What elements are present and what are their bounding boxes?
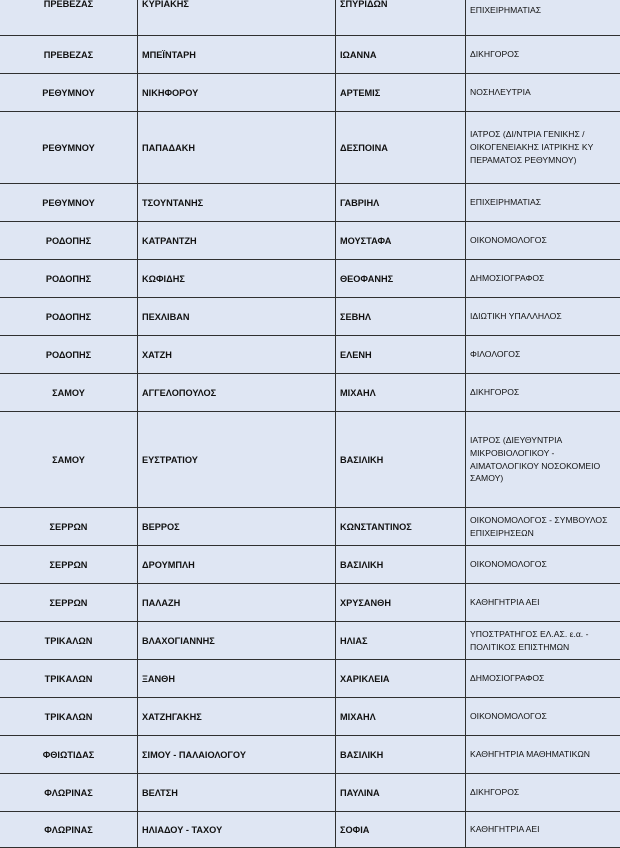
table-row — [0, 260, 620, 298]
name-cell-text: ΔΕΣΠΟΙΝΑ — [340, 142, 388, 153]
profession-cell-text: ΔΙΚΗΓΟΡΟΣ — [470, 387, 520, 398]
table-row — [0, 36, 620, 74]
name-cell — [335, 660, 465, 697]
name-cell-text: ΜΟΥΣΤΑΦΑ — [340, 235, 392, 246]
region-cell-text: ΡΟΔΟΠΗΣ — [45, 349, 92, 360]
region-cell — [0, 546, 137, 583]
region-cell-text: ΤΡΙΚΑΛΩΝ — [44, 673, 93, 684]
profession-cell-text: ΝΟΣΗΛΕΥΤΡΙΑ — [470, 87, 531, 98]
surname-cell-text: ΜΠΕΪΝΤΑΡΗ — [142, 49, 196, 60]
surname-cell-text: ΔΡΟΥΜΠΛΗ — [142, 559, 195, 570]
surname-cell — [137, 260, 335, 297]
profession-cell-text: ΔΙΚΗΓΟΡΟΣ — [470, 49, 520, 60]
profession-cell-text: ΔΙΚΗΓΟΡΟΣ — [470, 787, 520, 798]
region-cell — [0, 374, 137, 411]
profession-cell — [465, 546, 620, 583]
table-row — [0, 374, 620, 412]
region-cell — [0, 660, 137, 697]
profession-cell-text: ΔΗΜΟΣΙΟΓΡΑΦΟΣ — [470, 673, 545, 684]
region-cell — [0, 336, 137, 373]
table-row — [0, 584, 620, 622]
name-cell — [335, 812, 465, 847]
profession-cell-text: ΚΑΘΗΓΗΤΡΙΑ ΑΕΙ — [470, 597, 540, 608]
table-row — [0, 336, 620, 374]
region-cell — [0, 298, 137, 335]
name-cell — [335, 112, 465, 183]
surname-cell — [137, 812, 335, 847]
surname-cell — [137, 774, 335, 811]
surname-cell — [137, 660, 335, 697]
name-cell-text: ΒΑΣΙΛΙΚΗ — [340, 454, 384, 465]
profession-cell — [465, 222, 620, 259]
name-cell — [335, 508, 465, 545]
profession-cell-text: ΙΔΙΩΤΙΚΗ ΥΠΑΛΛΗΛΟΣ — [470, 311, 562, 322]
region-cell-text: ΦΘΙΩΤΙΔΑΣ — [42, 749, 95, 760]
region-cell-text: ΦΛΩΡΙΝΑΣ — [44, 787, 93, 798]
surname-cell — [137, 74, 335, 111]
region-cell-text: ΡΕΘΥΜΝΟΥ — [42, 142, 95, 153]
profession-cell-text: ΟΙΚΟΝΟΜΟΛΟΓΟΣ — [470, 235, 547, 246]
table-row — [0, 774, 620, 812]
region-cell — [0, 222, 137, 259]
profession-cell-text: ΥΠΟΣΤΡΑΤΗΓΟΣ ΕΛ.ΑΣ. ε.α. - ΠΟΛΙΤΙΚΟΣ ΕΠΙΣΤΗΜΩΝ — [470, 628, 589, 652]
surname-cell-text: ΑΓΓΕΛΟΠΟΥΛΟΣ — [142, 387, 217, 398]
profession-cell — [465, 774, 620, 811]
region-cell-text: ΦΛΩΡΙΝΑΣ — [44, 824, 93, 835]
surname-cell — [137, 112, 335, 183]
name-cell — [335, 184, 465, 221]
table-row — [0, 698, 620, 736]
surname-cell-text: ΞΑΝΘΗ — [142, 673, 175, 684]
table-row — [0, 298, 620, 336]
table-row — [0, 660, 620, 698]
surname-cell-text: ΠΑΛΑΖΗ — [142, 597, 181, 608]
surname-cell-text: ΤΣΟΥΝΤΑΝΗΣ — [142, 197, 204, 208]
surname-cell — [137, 222, 335, 259]
region-cell — [0, 184, 137, 221]
profession-cell-text: ΟΙΚΟΝΟΜΟΛΟΓΟΣ — [470, 559, 547, 570]
region-cell-text: ΠΡΕΒΕΖΑΣ — [43, 49, 94, 60]
surname-cell-text: ΚΩΦΙΔΗΣ — [142, 273, 185, 284]
profession-cell-text: ΕΠΙΧΕΙΡΗΜΑΤΙΑΣ — [470, 197, 542, 208]
surname-cell — [137, 0, 335, 35]
name-cell — [335, 412, 465, 507]
name-cell — [335, 584, 465, 621]
region-cell-text: ΣΕΡΡΩΝ — [49, 559, 88, 570]
region-cell-text: ΡΕΘΥΜΝΟΥ — [42, 197, 95, 208]
profession-cell-text: ΙΑΤΡΟΣ (ΔΙΕΥΘΥΝΤΡΙΑ ΜΙΚΡΟΒΙΟΛΟΓΙΚΟΥ - ΑΙΜΑΤΟΛΟΓΙΚΟΥ ΝΟΣΟΚΟΜΕΙΟ ΣΑΜΟΥ) — [470, 434, 601, 484]
profession-cell — [465, 812, 620, 847]
name-cell-text: ΧΡΥΣΑΝΘΗ — [340, 597, 391, 608]
region-cell — [0, 36, 137, 73]
profession-cell — [465, 260, 620, 297]
region-cell-text: ΣΕΡΡΩΝ — [49, 597, 88, 608]
name-cell — [335, 222, 465, 259]
profession-cell — [465, 298, 620, 335]
region-cell — [0, 74, 137, 111]
table-row — [0, 0, 620, 36]
name-cell-text: ΗΛΙΑΣ — [340, 635, 368, 646]
region-cell-text: ΡΟΔΟΠΗΣ — [45, 273, 92, 284]
surname-cell — [137, 736, 335, 773]
table-row — [0, 546, 620, 584]
profession-cell — [465, 374, 620, 411]
name-cell-text: ΜΙΧΑΗΛ — [340, 387, 376, 398]
surname-cell-text: ΚΥΡΙΑΚΗΣ — [142, 0, 189, 9]
surname-cell-text: ΝΙΚΗΦΟΡΟΥ — [142, 87, 199, 98]
surname-cell — [137, 36, 335, 73]
name-cell-text: ΣΟΦΙΑ — [340, 824, 370, 835]
profession-cell — [465, 112, 620, 183]
name-cell — [335, 260, 465, 297]
name-cell-text: ΣΠΥΡΙΔΩΝ — [340, 0, 388, 9]
profession-cell — [465, 336, 620, 373]
name-cell-text: ΓΑΒΡΙΗΛ — [340, 197, 380, 208]
region-cell-text: ΡΟΔΟΠΗΣ — [45, 235, 92, 246]
surname-cell — [137, 508, 335, 545]
surname-cell — [137, 298, 335, 335]
surname-cell — [137, 546, 335, 583]
name-cell — [335, 698, 465, 735]
profession-cell-text: ΦΙΛΟΛΟΓΟΣ — [470, 349, 521, 360]
profession-cell — [465, 698, 620, 735]
table-row — [0, 74, 620, 112]
name-cell — [335, 546, 465, 583]
profession-cell — [465, 0, 620, 35]
name-cell — [335, 374, 465, 411]
name-cell-text: ΒΑΣΙΛΙΚΗ — [340, 749, 384, 760]
table-row — [0, 412, 620, 508]
region-cell — [0, 812, 137, 847]
profession-cell-text: ΔΗΜΟΣΙΟΓΡΑΦΟΣ — [470, 273, 545, 284]
table-row — [0, 508, 620, 546]
region-cell — [0, 584, 137, 621]
profession-cell-text: ΟΙΚΟΝΟΜΟΛΟΓΟΣ — [470, 711, 547, 722]
table-row — [0, 112, 620, 184]
name-cell-text: ΒΑΣΙΛΙΚΗ — [340, 559, 384, 570]
table-row — [0, 622, 620, 660]
region-cell — [0, 698, 137, 735]
surname-cell — [137, 184, 335, 221]
profession-cell — [465, 184, 620, 221]
profession-cell — [465, 74, 620, 111]
surname-cell-text: ΗΛΙΑΔΟΥ - ΤΑΧΟΥ — [142, 824, 223, 835]
name-cell — [335, 298, 465, 335]
profession-cell-text: ΚΑΘΗΓΗΤΡΙΑ ΑΕΙ — [470, 824, 540, 835]
region-cell-text: ΤΡΙΚΑΛΩΝ — [44, 635, 93, 646]
surname-cell-text: ΒΛΑΧΟΓΙΑΝΝΗΣ — [142, 635, 215, 646]
surname-cell-text: ΠΕΧΛΙΒΑΝ — [142, 311, 190, 322]
profession-cell — [465, 508, 620, 545]
surname-cell — [137, 584, 335, 621]
region-cell — [0, 508, 137, 545]
region-cell-text: ΣΕΡΡΩΝ — [49, 521, 88, 532]
name-cell-text: ΙΩΑΝΝΑ — [340, 49, 377, 60]
name-cell — [335, 336, 465, 373]
surname-cell — [137, 336, 335, 373]
region-cell — [0, 112, 137, 183]
region-cell-text: ΡΟΔΟΠΗΣ — [45, 311, 92, 322]
surname-cell-text: ΧΑΤΖΗΓΑΚΗΣ — [142, 711, 202, 722]
region-cell-text: ΣΑΜΟΥ — [52, 387, 85, 398]
profession-cell — [465, 736, 620, 773]
surname-cell — [137, 374, 335, 411]
name-cell-text: ΧΑΡΙΚΛΕΙΑ — [340, 673, 390, 684]
profession-cell-text: ΟΙΚΟΝΟΜΟΛΟΓΟΣ - ΣΥΜΒΟΥΛΟΣ ΕΠΙΧΕΙΡΗΣΕΩΝ — [470, 514, 608, 538]
region-cell — [0, 412, 137, 507]
region-cell-text: ΣΑΜΟΥ — [52, 454, 85, 465]
region-cell — [0, 0, 137, 35]
name-cell — [335, 36, 465, 73]
name-cell — [335, 736, 465, 773]
profession-cell — [465, 622, 620, 659]
profession-cell — [465, 660, 620, 697]
name-cell-text: ΜΙΧΑΗΛ — [340, 711, 376, 722]
table-row — [0, 184, 620, 222]
surname-cell-text: ΒΕΡΡΟΣ — [142, 521, 180, 532]
region-cell-text: ΠΡΕΒΕΖΑΣ — [43, 0, 94, 9]
name-cell-text: ΕΛΕΝΗ — [340, 349, 372, 360]
name-cell-text: ΑΡΤΕΜΙΣ — [340, 87, 381, 98]
table-row — [0, 736, 620, 774]
name-cell — [335, 774, 465, 811]
surname-cell-text: ΚΑΤΡΑΝΤΖΗ — [142, 235, 197, 246]
region-cell-text: ΤΡΙΚΑΛΩΝ — [44, 711, 93, 722]
region-cell — [0, 774, 137, 811]
surname-cell-text: ΒΕΛΤΣΗ — [142, 787, 178, 798]
surname-cell-text: ΕΥΣΤΡΑΤΙΟΥ — [142, 454, 198, 465]
name-cell — [335, 0, 465, 35]
surname-cell-text: ΣΙΜΟΥ - ΠΑΛΑΙΟΛΟΓΟΥ — [142, 749, 246, 760]
name-cell-text: ΘΕΟΦΑΝΗΣ — [340, 273, 394, 284]
name-cell — [335, 622, 465, 659]
profession-cell-text: ΚΑΘΗΓΗΤΡΙΑ ΜΑΘΗΜΑΤΙΚΩΝ — [470, 749, 590, 760]
table-row — [0, 222, 620, 260]
region-cell — [0, 622, 137, 659]
surname-cell — [137, 622, 335, 659]
name-cell-text: ΚΩΝΣΤΑΝΤΙΝΟΣ — [340, 521, 412, 532]
surname-cell-text: ΠΑΠΑΔΑΚΗ — [142, 142, 196, 153]
profession-cell — [465, 36, 620, 73]
profession-cell-text: ΙΑΤΡΟΣ (ΔΙ/ΝΤΡΙΑ ΓΕΝΙΚΗΣ / ΟΙΚΟΓΕΝΕΙΑΚΗΣ ΙΑΤΡΙΚΗΣ ΚΥ ΠΕΡΑΜΑΤΟΣ ΡΕΘΥΜΝΟΥ) — [470, 129, 594, 165]
surname-cell — [137, 698, 335, 735]
name-cell — [335, 74, 465, 111]
profession-cell — [465, 412, 620, 507]
profession-cell — [465, 584, 620, 621]
surname-cell — [137, 412, 335, 507]
name-cell-text: ΠΑΥΛΙΝΑ — [340, 787, 380, 798]
region-cell-text: ΡΕΘΥΜΝΟΥ — [42, 87, 95, 98]
region-cell — [0, 736, 137, 773]
surname-cell-text: ΧΑΤΖΗ — [142, 349, 172, 360]
region-cell — [0, 260, 137, 297]
profession-cell-text: ΕΠΙΧΕΙΡΗΜΑΤΙΑΣ — [470, 4, 542, 15]
name-cell-text: ΣΕΒΗΛ — [340, 311, 372, 322]
